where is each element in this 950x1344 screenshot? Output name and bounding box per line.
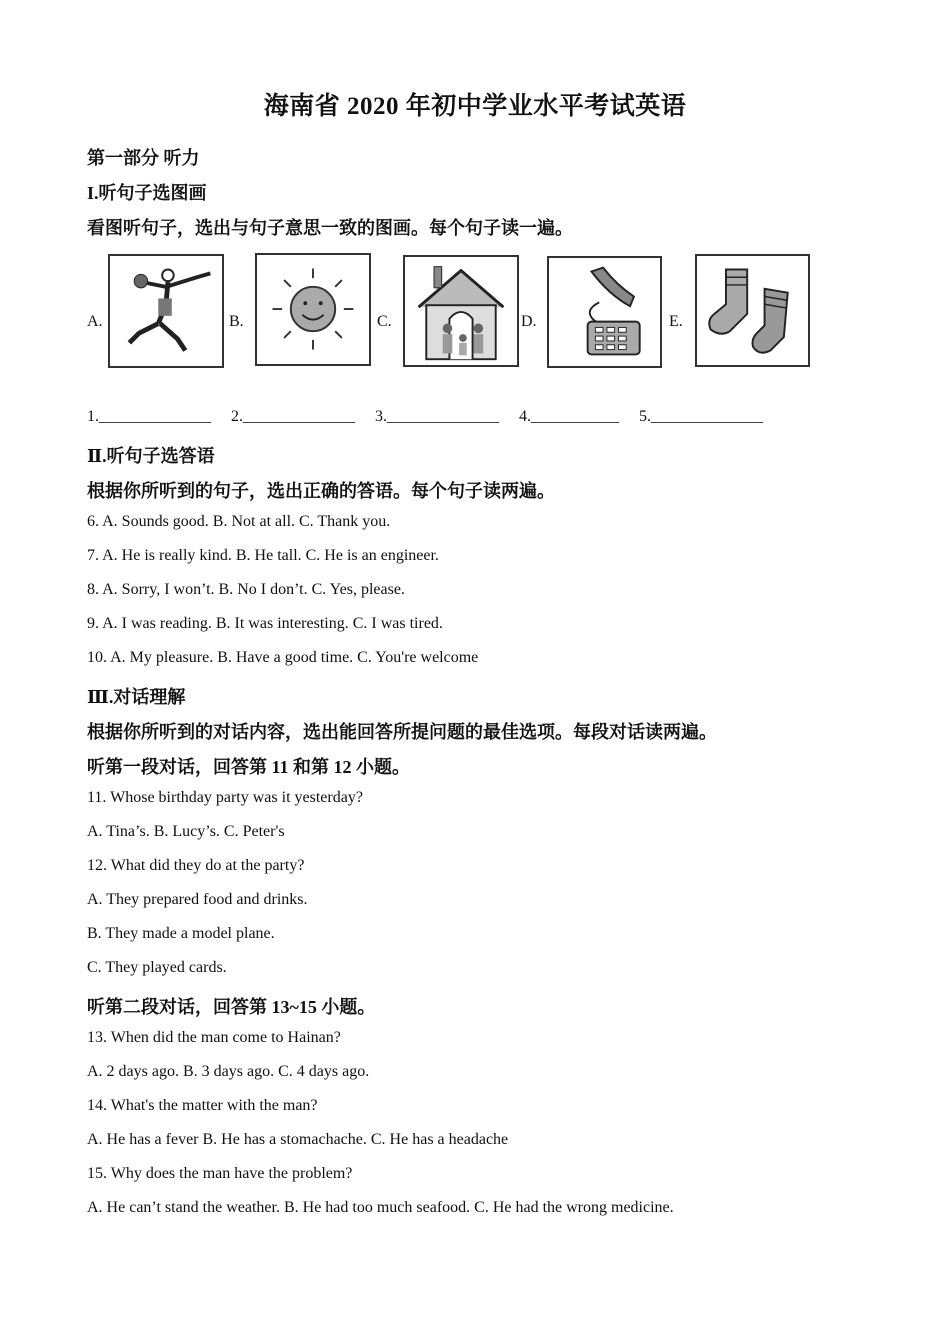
telephone-icon [547, 256, 662, 368]
blank-2[interactable]: 2.______________ [231, 408, 355, 425]
dialog-1-heading: 听第一段对话，回答第 11 和第 12 小题。 [87, 757, 411, 777]
question-13: 13. When did the man come to Hainan? [87, 1029, 341, 1046]
blank-3[interactable]: 3.______________ [375, 408, 499, 425]
question-6: 6. A. Sounds good. B. Not at all. C. Thank you. [87, 513, 391, 530]
picture-d-label: D. [521, 313, 537, 330]
section-1-heading: I.听句子选图画 [87, 183, 207, 203]
question-12: 12. What did they do at the party? [87, 857, 305, 874]
question-12-option-b: B. They made a model plane. [87, 925, 275, 942]
section-3-heading: Ⅲ.对话理解 [87, 687, 186, 707]
picture-c-label: C. [377, 313, 392, 330]
section-1-instruction: 看图听句子，选出与句子意思一致的图画。每个句子读一遍。 [87, 218, 573, 238]
question-10: 10. A. My pleasure. B. Have a good time. C. You're welcome [87, 649, 479, 666]
blank-5[interactable]: 5.______________ [639, 408, 763, 425]
question-9: 9. A. I was reading. B. It was interesting. C. I was tired. [87, 615, 443, 632]
section-2-instruction: 根据你所听到的句子，选出正确的答语。每个句子读两遍。 [87, 481, 555, 501]
question-12-option-a: A. They prepared food and drinks. [87, 891, 308, 908]
picture-a-label: A. [87, 313, 103, 330]
section-2-heading: Ⅱ.听句子选答语 [87, 446, 215, 466]
socks-icon [695, 254, 810, 367]
question-12-option-c: C. They played cards. [87, 959, 227, 976]
question-15: 15. Why does the man have the problem? [87, 1165, 353, 1182]
question-14: 14. What's the matter with the man? [87, 1097, 318, 1114]
part-heading: 第一部分 听力 [87, 148, 200, 168]
family-house-icon [403, 255, 519, 367]
blank-1[interactable]: 1.______________ [87, 408, 211, 425]
smiling-sun-icon [255, 253, 371, 366]
question-11-options: A. Tina’s. B. Lucy’s. C. Peter's [87, 823, 285, 840]
basketball-player-icon [108, 254, 224, 368]
dialog-2-heading: 听第二段对话，回答第 13~15 小题。 [87, 997, 376, 1017]
blank-4[interactable]: 4.___________ [519, 408, 619, 425]
section-3-instruction: 根据你所听到的对话内容，选出能回答所提问题的最佳选项。每段对话读两遍。 [87, 722, 717, 742]
picture-e-label: E. [669, 313, 683, 330]
question-8: 8. A. Sorry, I won’t. B. No I don’t. C. Yes, please. [87, 581, 405, 598]
question-11: 11. Whose birthday party was it yesterday? [87, 789, 363, 806]
picture-b-label: B. [229, 313, 244, 330]
answer-blanks [87, 408, 779, 426]
page-title: 海南省 2020 年初中学业水平考试英语 [263, 93, 687, 120]
question-15-options: A. He can’t stand the weather. B. He had too much seafood. C. He had the wrong medicine. [87, 1199, 674, 1216]
question-14-options: A. He has a fever B. He has a stomachache. C. He has a headache [87, 1131, 509, 1148]
question-13-options: A. 2 days ago. B. 3 days ago. C. 4 days ago. [87, 1063, 370, 1080]
question-7: 7. A. He is really kind. B. He tall. C. He is an engineer. [87, 547, 439, 564]
